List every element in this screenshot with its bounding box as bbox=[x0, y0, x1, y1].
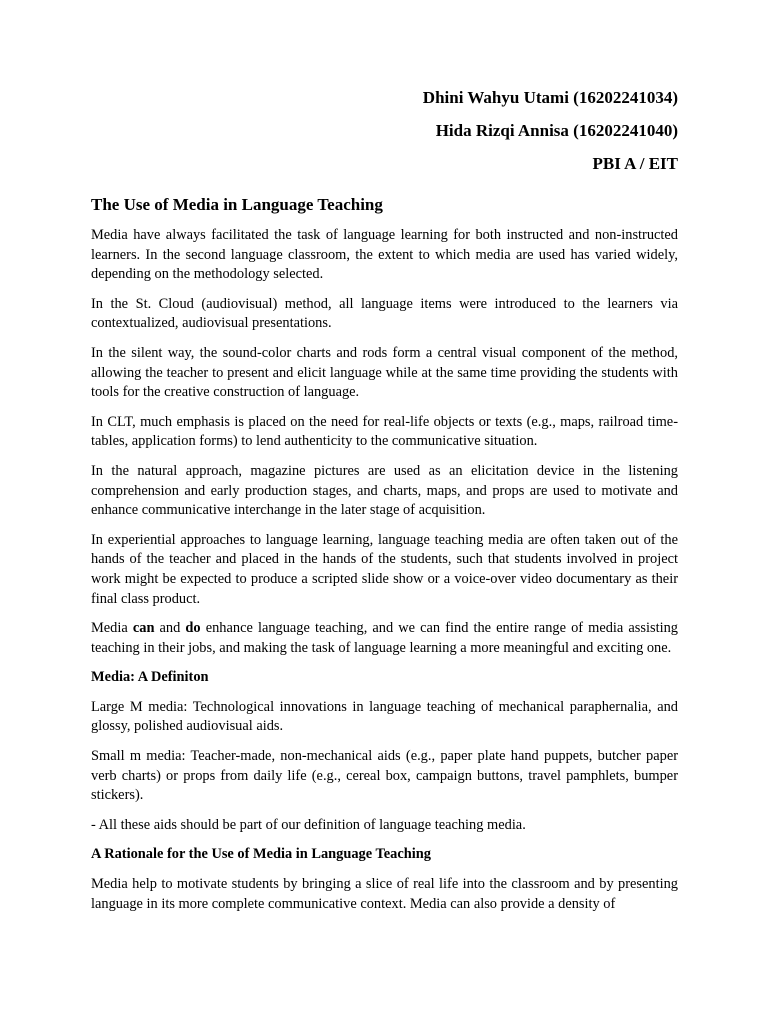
section-heading-rationale: A Rationale for the Use of Media in Language Teaching bbox=[91, 846, 431, 863]
paragraph-3: In the silent way, the sound-color charts and rods form a central visual component of the method, allowing the teacher to present and elicit language while at the same time providing the students with tools for the creative construction of language. bbox=[91, 344, 678, 401]
class-line: PBI A / EIT bbox=[592, 154, 678, 173]
section-heading-definition: Media: A Definiton bbox=[91, 669, 209, 686]
document-page bbox=[91, 88, 678, 924]
paragraph-2: In the St. Cloud (audiovisual) method, all language items were introduced to the learners via contextualized, audiovisual presentations. bbox=[91, 295, 678, 332]
author-line-2: Hida Rizqi Annisa (16202241040) bbox=[435, 121, 678, 140]
paragraph-4: In CLT, much emphasis is placed on the need for real-life objects or texts (e.g., maps, railroad time-tables, application forms) to lend authenticity to the communicative situation. bbox=[91, 413, 678, 450]
paragraph-11: Media help to motivate students by bringing a slice of real life into the classroom and by presenting language in its more complete communicative context. Media can also provide a density of bbox=[91, 876, 678, 912]
paragraph-10: - All these aids should be part of our definition of language teaching media. bbox=[91, 816, 526, 833]
paragraph-1: Media have always facilitated the task of language learning for both instructed and non-instructed learners. In the second language classroom, the extent to which media are used has varied widely, depending on the methodology selected. bbox=[91, 227, 678, 283]
paragraph-5: In the natural approach, magazine pictures are used as an elicitation device in the listening comprehension and early production stages, and charts, maps, and props are used to motivate and enhance communicative interchange in the later stage of acquisition. bbox=[91, 462, 678, 519]
document-title: The Use of Media in Language Teaching bbox=[91, 195, 383, 214]
paragraph-8: Large M media: Technological innovations in language teaching of mechanical paraphernalia, and glossy, polished audiovisual aids. bbox=[91, 698, 678, 735]
paragraph-7-text-c: and bbox=[154, 620, 186, 637]
paragraph-9: Small m media: Teacher-made, non-mechanical aids (e.g., paper plate hand puppets, butcher paper verb charts) or props from daily life (e.g., cereal box, campaign buttons, travel pamphlets, bumper stickers). bbox=[91, 748, 678, 804]
paragraph-7-text-e: enhance language teaching, and we can find the entire range of media assisting teaching in their jobs, and making the task of language learning a more meaningful and exciting one. bbox=[91, 620, 678, 656]
paragraph-7-text-a: Media bbox=[91, 620, 133, 637]
paragraph-7-bold-can: can bbox=[132, 620, 155, 637]
paragraph-6: In experiential approaches to language learning, language teaching media are often taken out of the hands of the teacher and placed in the hands of the students, such that students involved in project work might be expected to produce a scripted slide show or a voice-over video documentary as their final class product. bbox=[91, 531, 678, 607]
author-line-1: Dhini Wahyu Utami (16202241034) bbox=[422, 88, 678, 107]
paragraph-7 bbox=[91, 619, 678, 658]
paragraph-7-bold-do: do bbox=[185, 620, 201, 637]
